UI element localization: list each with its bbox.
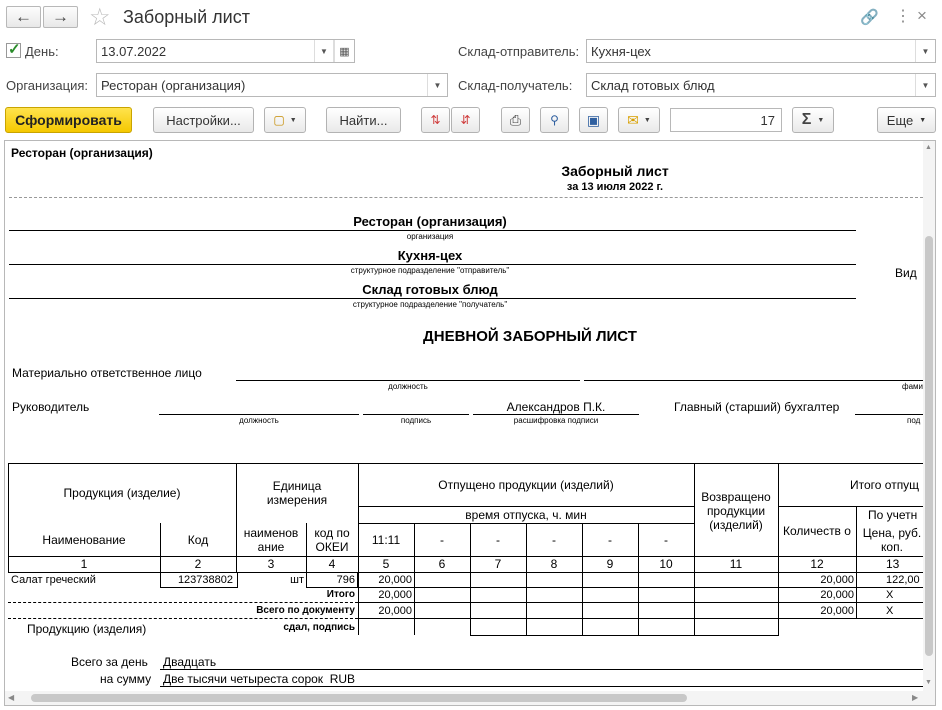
th-time-1: 11:11	[371, 532, 401, 547]
itogo-qty: 20,000	[378, 589, 412, 601]
envelope-icon: ✉	[627, 111, 639, 128]
itogo-total: 20,000	[820, 589, 854, 601]
sum-label: на сумму	[100, 672, 152, 686]
scroll-up-icon[interactable]: ▲	[925, 144, 932, 151]
mol-name-caption: фами	[902, 382, 923, 391]
col-num: 1	[80, 557, 88, 571]
report-org-name: Ресторан (организация)	[353, 214, 507, 229]
row-unit: шт	[290, 574, 304, 586]
favorite-star-icon[interactable]: ☆	[89, 4, 111, 31]
head-label: Руководитель	[12, 400, 90, 414]
sort-asc-button[interactable]	[421, 107, 450, 133]
head-name: Александров П.К.	[506, 400, 606, 414]
th-price: Цена, руб. коп.	[862, 525, 922, 554]
arrow-right-icon: →	[52, 7, 69, 26]
receiver-value: Склад готовых блюд	[591, 78, 715, 93]
settings-button[interactable]: Настройки...	[153, 107, 254, 133]
org-header: Ресторан (организация)	[11, 146, 153, 160]
row-product-name: Салат греческий	[11, 574, 96, 586]
head-signature-caption: подпись	[400, 416, 432, 425]
th-unit: Единица измерения	[266, 479, 328, 507]
sender-field[interactable]	[586, 39, 936, 63]
org-label: Организация:	[6, 78, 89, 93]
checkmark-icon: ✓	[8, 41, 21, 58]
preview-button[interactable]	[540, 107, 569, 133]
day-dropdown[interactable]: ▼	[314, 40, 334, 62]
col-num: 13	[886, 557, 900, 571]
horizontal-scrollbar[interactable]	[5, 691, 935, 705]
window-title: Заборный лист	[123, 7, 250, 27]
org-value: Ресторан (организация)	[101, 78, 246, 93]
chevron-down-icon: ▼	[643, 116, 651, 124]
mol-label: Материально ответственное лицо	[12, 366, 202, 380]
chief-accountant-label: Главный (старший) бухгалтер	[674, 400, 840, 414]
chief-accountant-caption: под	[907, 416, 921, 425]
row-qty-time1: 20,000	[378, 574, 412, 586]
save-button[interactable]	[579, 107, 608, 133]
total-day-line	[160, 669, 923, 670]
org-caption: организация	[406, 232, 454, 241]
find-button[interactable]: Найти...	[326, 107, 401, 133]
doc-total-x: X	[886, 605, 894, 617]
email-button[interactable]	[618, 107, 660, 133]
head-decode-caption: расшифровка подписи	[513, 416, 599, 425]
th-time-6: -	[664, 532, 668, 547]
clipboard-icon: ▢	[273, 113, 285, 127]
col-num: 5	[382, 557, 390, 571]
col-num: 7	[494, 557, 502, 571]
col-num: 3	[267, 557, 275, 571]
close-icon[interactable]: ×	[917, 6, 927, 25]
row-price: 122,00	[886, 574, 920, 586]
day-checkbox[interactable]	[6, 43, 21, 58]
more-label: Еще	[886, 112, 914, 128]
more-button[interactable]	[877, 107, 936, 133]
col-num: 11	[729, 557, 743, 571]
sort-desc-icon: ⇵	[460, 113, 471, 127]
col-num: 12	[810, 557, 824, 571]
print-button[interactable]	[501, 107, 530, 133]
chevron-down-icon: ▼	[919, 116, 927, 124]
row-okei: 796	[336, 574, 355, 586]
total-day-label: Всего за день	[71, 655, 148, 669]
vertical-scroll-thumb[interactable]	[925, 236, 933, 656]
col-num: 10	[659, 557, 673, 571]
printer-icon: ⎙	[509, 111, 522, 128]
chevron-down-icon: ▼	[817, 116, 825, 124]
th-released: Отпущено продукции (изделий)	[438, 477, 614, 492]
head-position-caption: должность	[239, 416, 279, 425]
total-day-value: Двадцать	[163, 655, 217, 669]
receiver-dropdown-icon[interactable]: ▼	[915, 74, 935, 96]
sort-desc-button[interactable]	[451, 107, 480, 133]
receiver-caption: структурное подразделение "получатель"	[352, 300, 508, 309]
org-dropdown-icon[interactable]: ▼	[427, 74, 447, 96]
report-sheet	[4, 140, 936, 706]
th-name: Наименование	[42, 532, 126, 547]
receiver-field[interactable]	[586, 73, 936, 97]
sender-label: Склад-отправитель:	[458, 44, 580, 59]
row-qty-total: 20,000	[820, 574, 854, 586]
sender-dropdown-icon[interactable]: ▼	[915, 40, 935, 62]
th-code: Код	[187, 532, 209, 547]
goods-table	[5, 141, 935, 706]
sum-line	[160, 686, 923, 687]
count-field[interactable]	[670, 108, 782, 132]
itogo-x: X	[886, 589, 894, 601]
chevron-down-icon: ▼	[289, 116, 297, 124]
col-num: 4	[328, 557, 336, 571]
report-sender-name: Кухня-цех	[397, 248, 463, 263]
arrow-left-icon: ←	[15, 7, 32, 26]
horizontal-scroll-thumb[interactable]	[31, 694, 687, 702]
th-time-4: -	[552, 532, 556, 547]
sender-value: Кухня-цех	[591, 44, 651, 59]
th-release-time: время отпуска, ч. мин	[465, 507, 587, 522]
sort-asc-icon: ⇅	[430, 113, 441, 127]
products-label: Продукцию (изделия)	[27, 622, 147, 636]
scroll-left-icon[interactable]: ◀	[8, 693, 15, 702]
col-num: 6	[438, 557, 446, 571]
day-label: День:	[25, 44, 59, 59]
scroll-right-icon[interactable]: ▶	[912, 693, 919, 702]
more-vertical-icon[interactable]: ⋮	[895, 8, 911, 25]
doc-date: за 13 июля 2022 г.	[566, 181, 664, 193]
vertical-scrollbar[interactable]	[923, 141, 935, 691]
doc-total-label: Всего по документу	[256, 605, 355, 616]
calendar-icon[interactable]: ▦	[334, 40, 354, 62]
receiver-label: Склад-получатель:	[458, 78, 573, 93]
th-unit-name: наименов ание	[243, 525, 299, 554]
col-num: 9	[606, 557, 614, 571]
daily-title: ДНЕВНОЙ ЗАБОРНЫЙ ЛИСТ	[423, 328, 637, 345]
mol-position-caption: должность	[388, 382, 428, 391]
org-field[interactable]	[96, 73, 448, 97]
generate-button[interactable]: Сформировать	[5, 107, 132, 133]
handed-label: сдал, подпись	[283, 622, 355, 633]
floppy-disk-icon: ▣	[586, 111, 601, 128]
th-total-released: Итого отпущ	[850, 477, 920, 492]
link-icon[interactable]: 🔗	[860, 9, 879, 26]
report-receiver-name: Склад готовых блюд	[362, 282, 498, 297]
col-num: 2	[194, 557, 202, 571]
th-time-5: -	[608, 532, 612, 547]
th-by-account: По учетн	[868, 507, 918, 522]
forward-button[interactable]	[43, 6, 78, 28]
count-value: 17	[760, 113, 775, 128]
sum-button[interactable]	[792, 107, 834, 133]
th-time-3: -	[496, 532, 500, 547]
row-code: 123738802	[177, 574, 233, 586]
doc-title: Заборный лист	[561, 163, 669, 179]
col-num: 8	[550, 557, 558, 571]
scroll-down-icon[interactable]: ▼	[925, 679, 932, 686]
th-returned: Возвращено продукции (изделий)	[701, 490, 771, 532]
sum-value: Две тысячи четыреста сорок RUB	[163, 672, 356, 686]
vid-label: Вид	[895, 266, 917, 280]
day-date-value: 13.07.2022	[101, 44, 167, 59]
th-okei: код по ОКЕИ	[314, 525, 350, 554]
itogo-label: Итого	[326, 589, 355, 600]
doc-total-total: 20,000	[820, 605, 854, 617]
doc-total-qty: 20,000	[378, 605, 412, 617]
print-preview-icon: ⚲	[550, 113, 559, 127]
variants-button[interactable]	[264, 107, 306, 133]
th-product: Продукция (изделие)	[63, 486, 181, 500]
back-button[interactable]	[6, 6, 41, 28]
sigma-icon: Σ	[801, 111, 812, 128]
day-date-field[interactable]	[96, 39, 355, 63]
th-quantity: Количеств о	[783, 524, 851, 538]
sender-caption: структурное подразделение "отправитель"	[350, 266, 510, 275]
th-time-2: -	[440, 532, 444, 547]
